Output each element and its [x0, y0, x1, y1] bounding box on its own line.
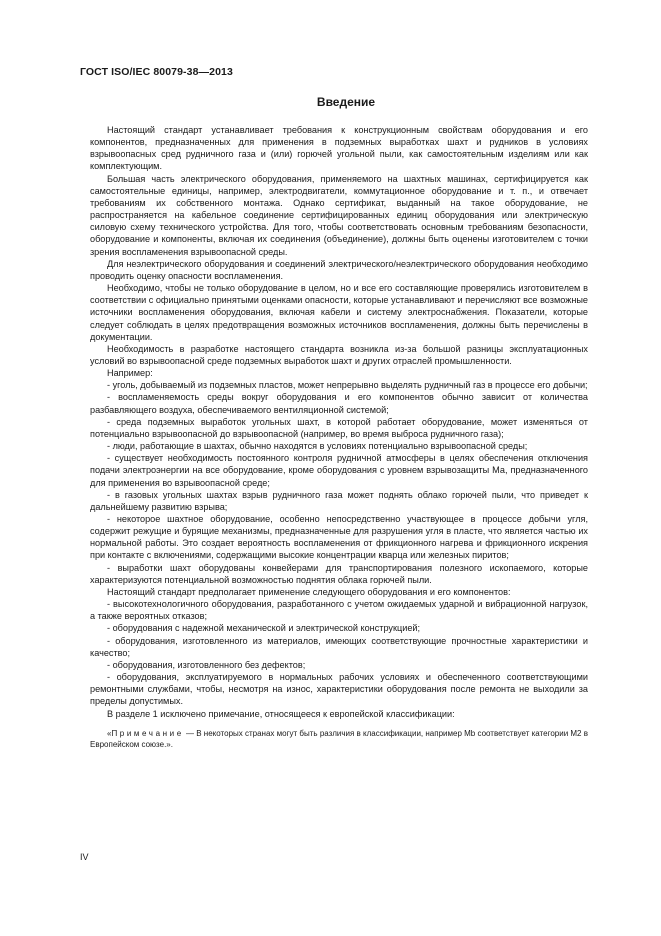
example-item: - некоторое шахтное оборудование, особенно непосредственно участвующее в процессе добычи угля, содержит режущие и бурящие механизмы, предназначенные для разрушения угля в пласте, что является частью их нормальной работы. Это создает вероятность воспламенения от фрикционного нагрева и фрикционного искрения при контакте с включениями, содержащими высокие концентрации кварца или железных пиритов; — [90, 514, 588, 561]
intro-paragraph: Настоящий стандарт устанавливает требования к конструкционным свойствам оборудования и его компонентов, предназначенных для применения в подземных выработках шахт и рудников в условиях взрывоопасных сред рудничного газа и (или) горючей угольной пыли, как самостоятельным изделиям или как комплектующим. — [90, 125, 588, 172]
note-text: — В некоторых странах могут быть различия в классификации, например Mb соответствует категории М2 в Европейском союзе.». — [90, 728, 588, 750]
equipment-item: - оборудования, эксплуатируемого в нормальных рабочих условиях и обеспеченного соответствующими ремонтными службами, чтобы, несмотря на износ, характеристики оборудования после ремонта не выходили за пределы допустимых. — [90, 672, 588, 707]
manufacturer-check-paragraph: Необходимо, чтобы не только оборудование в целом, но и все его составляющие проверялись изготовителем в соответствии с официально принятыми оценками опасности, которые устанавливают и перечисляют все возможные источники воспламенения оборудования, включая кабели и систему электроснабжения. Показатели, которые следует соблюдать в целях предотвращения возможных источников воспламенения, должны быть перечислены в документации. — [90, 283, 588, 342]
note-label: Примечание — [111, 728, 184, 738]
page-number: IV — [80, 852, 89, 862]
equipment-item: - оборудования, изготовленного без дефектов; — [107, 659, 306, 670]
document-body — [90, 124, 588, 751]
example-item: - уголь, добываемый из подземных пластов, может непрерывно выделять рудничный газ в процессе его добычи; — [107, 380, 588, 391]
necessity-paragraph: Необходимость в разработке настоящего стандарта возникла из-за большой разницы эксплуатационных условий во взрывоопасной среде подземных выработок шахт и других отраслей промышленности. — [90, 343, 588, 366]
equipment-item: - высокотехнологичного оборудования, разработанного с учетом ожидаемых ударной и вибрационной нагрузок, а также вероятных отказов; — [90, 599, 588, 622]
example-item: - люди, работающие в шахтах, обычно находятся в условиях потенциально взрывоопасной среды; — [107, 441, 528, 452]
equipment-item: - оборудования с надежной механической и электрической конструкцией; — [107, 623, 421, 634]
equipment-item: - оборудования, изготовленного из материалов, имеющих соответствующие прочностные характеристики и качество; — [90, 635, 588, 658]
non-electrical-paragraph: Для неэлектрического оборудования и соединений электрического/неэлектрического оборудования необходимо проводить оценку опасности воспламенения. — [90, 258, 588, 281]
section-title: Введение — [316, 95, 376, 109]
example-item: - в газовых угольных шахтах взрыв рудничного газа может поднять облако горючей пыли, что приведет к дальнейшему развитию взрыва; — [90, 489, 588, 512]
certification-paragraph: Большая часть электрического оборудования, применяемого на шахтных машинах, сертифицируется как самостоятельные единицы, например, электродвигатели, коммутационное оборудование и т. п., и отвечает требованиям их собственного монтажа. Однако сертификат, выданный на такое оборудование, не распространяется на кабельное соединение сертифицированных единиц оборудования или электрическую силовую схему технического устройства. Для того, чтобы соответствовать основным требованиям безопасности, оборудование и компоненты, включая их соединения (объединение), должны быть оценены изготовителем с точки зрения воспламенения взрывоопасной среды. — [90, 173, 588, 257]
equipment-intro-paragraph: Настоящий стандарт предполагает применение следующего оборудования и его компонентов: — [107, 586, 511, 597]
example-item: - выработки шахт оборудованы конвейерами для транспортирования полезного ископаемого, которые характеризуются потенциальной возможностью поднятия облака горючей пыли. — [90, 562, 588, 585]
section-remark-paragraph: В разделе 1 исключено примечание, относящееся к европейской классификации: — [107, 708, 455, 719]
example-item: - воспламеняемость среды вокруг оборудования и его компонентов обычно зависит от количества разбавляющего воздуха, обеспечиваемого вентиляционной системой; — [90, 392, 588, 415]
note-open-quote: « — [107, 728, 112, 738]
standard-identifier: ГОСТ ISO/IEC 80079-38—2013 — [80, 66, 233, 78]
examples-heading: Например: — [107, 368, 153, 379]
example-item: - среда подземных выработок угольных шахт, в которой работает оборудование, может изменяться от потенциально взрывоопасной до взрывоопасной (например, во время выброса рудничного газа); — [90, 416, 588, 439]
example-item: - существует необходимость постоянного контроля рудничной атмосферы в целях обеспечения отключения подачи электроэнергии на все оборудование, кроме оборудования с уровнем взрывозащиты Ма, предназначенного для применения во взрывоопасной среде; — [90, 453, 588, 488]
note-paragraph — [90, 728, 588, 751]
